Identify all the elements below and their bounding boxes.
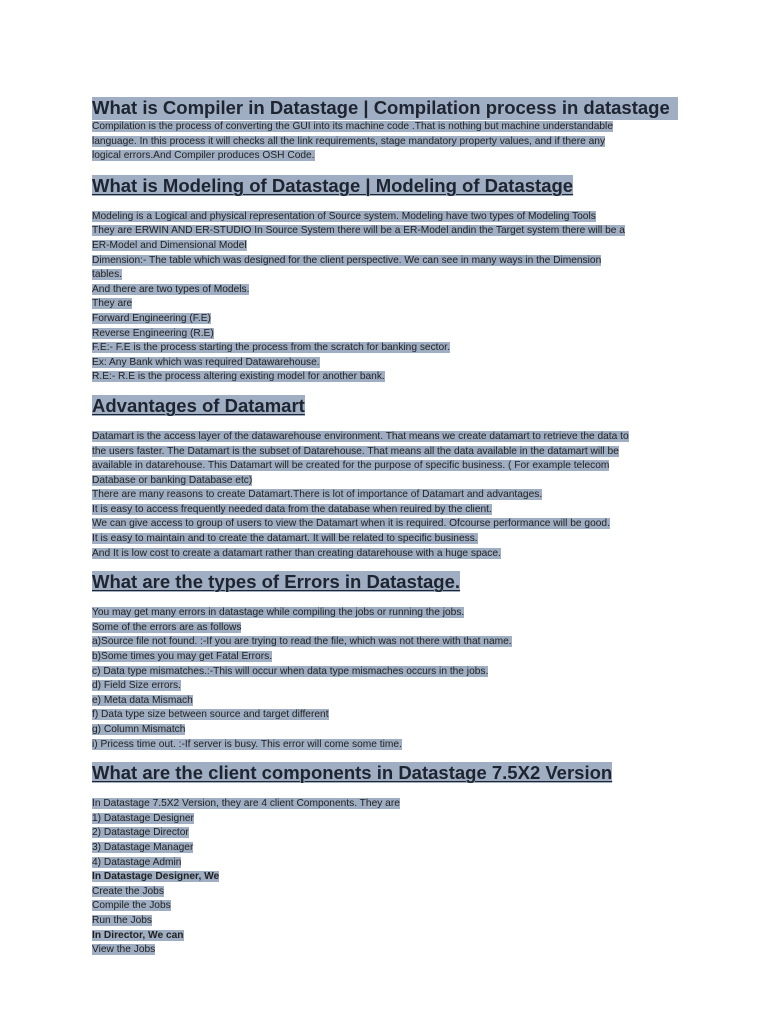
text-line: They are (92, 298, 133, 310)
text-line: logical errors.And Compiler produces OSH Code. (92, 150, 315, 162)
designer-heading: In Datastage Designer, We (92, 871, 220, 883)
text-line: In Datastage 7.5X2 Version, they are 4 client Components. They are (92, 798, 400, 810)
text-line: d) Field Size errors. (92, 680, 181, 692)
text-line: Reverse Engineering (R.E) (92, 327, 214, 339)
section-client-components-body (92, 797, 678, 958)
section-client-components-title: What are the client components in Datastage 7.5X2 Version (92, 762, 613, 784)
text-line: e) Meta data Mismach (92, 694, 193, 706)
text-line: Compilation is the process of converting the GUI into its machine code .That is nothing but machine understandable (92, 121, 613, 132)
text-line: a)Source file not found. :-If you are trying to read the file, which was not there with that name. (92, 636, 512, 648)
text-line: Run the Jobs (92, 914, 153, 926)
section-modeling-body (92, 210, 678, 385)
text-line: c) Data type mismatches.:-This will occur when data type mismaches occurs in the jobs. (92, 665, 489, 677)
text-line: ER-Model and Dimensional Model (92, 239, 247, 251)
text-line: They are ERWIN AND ER-STUDIO In Source System there will be a ER-Model andin the Target system there will be a (92, 225, 625, 237)
text-line: Compile the Jobs (92, 900, 171, 912)
text-line: Database or banking Database etc) (92, 474, 253, 486)
text-line: There are many reasons to create Datamart.There is lot of importance of Datamart and advantages. (92, 489, 543, 501)
text-line: And there are two types of Models. (92, 283, 250, 295)
text-line: Forward Engineering (F.E) (92, 312, 211, 324)
text-line: It is easy to maintain and to create the datamart. It will be related to specific business. (92, 533, 478, 545)
text-line: b)Some times you may get Fatal Errors. (92, 651, 273, 663)
section-compiler-body (92, 120, 678, 164)
section-errors (92, 571, 678, 593)
text-line: 3) Datastage Manager (92, 841, 194, 853)
text-line: Datamart is the access layer of the datawarehouse environment. That means we create datamart to retrieve the data to (92, 430, 629, 442)
text-line: And It is low cost to create a datamart rather than creating datarehouse with a huge space. (92, 547, 501, 559)
text-line: available in datarehouse. This Datamart will be created for the purpose of specific business. ( For example telecom (92, 460, 610, 472)
text-line: 1) Datastage Designer (92, 812, 194, 824)
text-line: Dimension:- The table which was designed for the client perspective. We can see in many ways in the Dimension (92, 254, 602, 266)
section-errors-title: What are the types of Errors in Datastage. (92, 571, 461, 593)
section-client-components (92, 762, 678, 784)
text-line: 4) Datastage Admin (92, 856, 182, 868)
section-compiler-title-block (92, 97, 678, 120)
text-line: We can give access to group of users to view the Datamart when it is required. Ofcourse performance will be good. (92, 518, 610, 530)
section-modeling (92, 175, 678, 197)
text-line: R.E:- R.E is the process altering existing model for another bank. (92, 371, 385, 383)
text-line: You may get many errors in datastage while compiling the jobs or running the jobs. (92, 607, 465, 619)
text-line: Create the Jobs (92, 885, 164, 897)
section-compiler-title: What is Compiler in Datastage | Compilation process in datastage (92, 97, 670, 118)
text-line: It is easy to access frequently needed data from the database when reuired by the client. (92, 503, 492, 515)
text-line: g) Column Mismatch (92, 724, 186, 735)
document-page (92, 97, 678, 958)
text-line: 2) Datastage Director (92, 827, 189, 839)
text-line: i) Pricess time out. :-If server is busy. This error will come some time. (92, 738, 402, 750)
section-datamart (92, 395, 678, 417)
text-line: Ex: Any Bank which was required Datawarehouse. (92, 356, 320, 368)
text-line: the users faster. The Datamart is the subset of Datarehouse. That means all the data available in the datamart will be (92, 445, 619, 457)
text-line: tables. (92, 269, 123, 281)
section-modeling-title: What is Modeling of Datastage | Modeling of Datastage (92, 174, 574, 196)
section-datamart-title: Advantages of Datamart (92, 394, 305, 416)
director-heading: In Director, We can (92, 929, 184, 941)
text-line: View the Jobs (92, 944, 156, 956)
section-errors-body (92, 606, 678, 752)
text-line: f) Data type size between source and target different (92, 709, 329, 721)
text-line: language. In this process it will checks all the link requirements, stage mandatory property values, and if there any (92, 135, 606, 147)
text-line: Some of the errors are as follows (92, 621, 242, 633)
section-datamart-body (92, 430, 678, 561)
text-line: Modeling is a Logical and physical representation of Source system. Modeling have two types of Modeling Tools (92, 210, 596, 222)
text-line: F.E:- F.E is the process starting the process from the scratch for banking sector. (92, 342, 450, 354)
